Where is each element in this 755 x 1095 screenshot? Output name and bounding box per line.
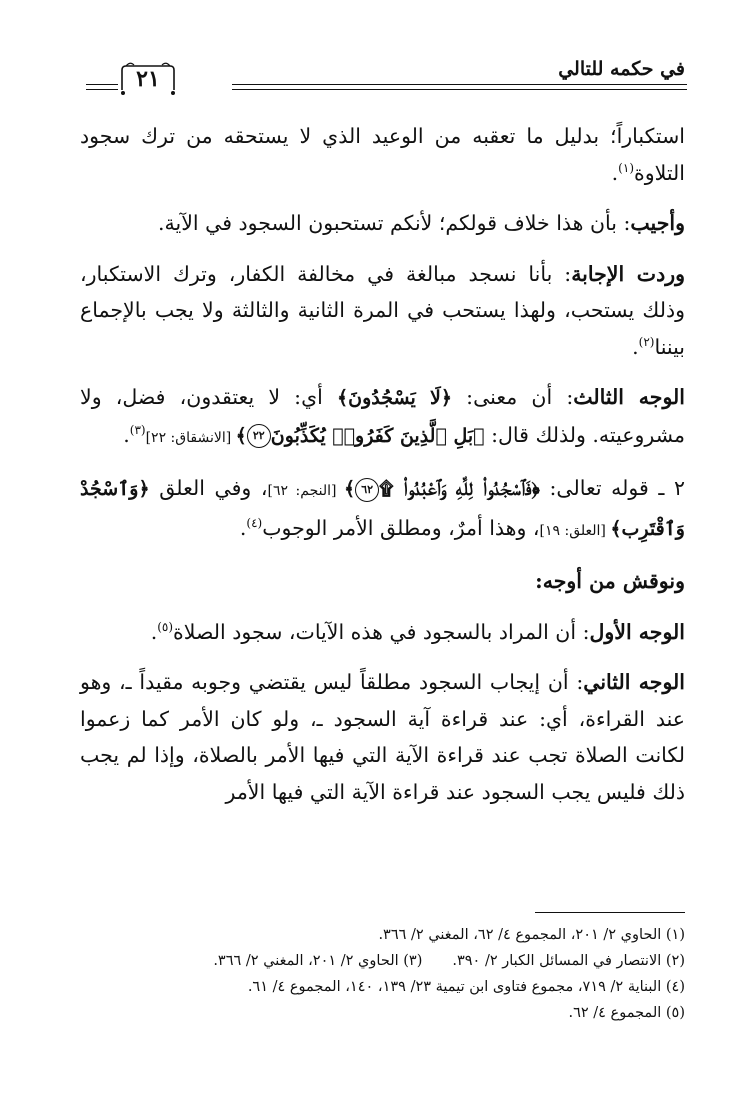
header-rule-bottom xyxy=(232,89,687,90)
paragraph-text: : بأنا نسجد مبالغة في مخالفة الكفار، وترك الاستكبار، وذلك يستحب، ولهذا يستحب في المرة الثانية والثالثة ولا يجب بالإجماع بيننا xyxy=(80,261,685,359)
footnote-line-fn3 xyxy=(80,974,685,1000)
footnote-text: (٤) البناية ٢/ ٧١٩، مجموع فتاوى ابن تيمية ٢٣/ ١٣٩، ١٤٠، المجموع ٤/ ٦١. xyxy=(247,979,685,995)
paragraph-text: أي: لا يعتقدون، فضل، ولا مشروعيته. ولذلك قال: xyxy=(80,385,685,447)
footnote-marker[interactable]: (٣) xyxy=(129,422,146,437)
quran-verse: ﴿لَا يَسْجُدُونَ﴾ xyxy=(337,387,452,409)
paragraph-text: ، وفي العلق xyxy=(149,476,268,500)
footnote-text: (٥) المجموع ٤/ ٦٢. xyxy=(568,1005,685,1021)
paragraph-p5 xyxy=(80,470,685,549)
footnote-marker[interactable]: (٢) xyxy=(638,334,655,349)
paragraph-text: . xyxy=(150,619,158,644)
footnote-text: (٢) الانتصار في المسائل الكبار ٢/ ٣٩٠. xyxy=(452,953,685,969)
main-text xyxy=(80,118,685,810)
paragraph-text: . xyxy=(239,515,247,540)
footnote-separator xyxy=(535,912,685,913)
quran-verse: ﴿بَلِ ٱلَّذِينَ كَفَرُوا۟ يُكَذِّبُونَ xyxy=(270,424,485,447)
paragraph-p6 xyxy=(80,563,685,600)
footnote-text: (٣) الحاوي ٢/ ٢٠١، المغني ٢/ ٣٦٦. xyxy=(213,953,423,969)
paragraph-text: : أن إيجاب السجود مطلقاً ليس يقتضي وجوبه مقيداً ـ، وهو عند القراءة، أي: عند قراءة آية السجود ـ، ولو كان الأمر كما زعموا لكانت الصلاة تجب عند قراءة الآية التي فيها الأمر بالصلاة، وإذا لم يجب ذلك فليس يجب السجود عند قراءة الآية التي فيها الأمر xyxy=(80,670,685,804)
term-label: وأجيب xyxy=(630,211,685,235)
paragraph-text: ٢ ـ قوله تعالى: xyxy=(539,476,685,500)
quran-verse: ﴿فَٱسْجُدُوا۟ لِلَّهِ وَٱعْبُدُوا۟ ۩ xyxy=(379,478,540,500)
footnote-marker[interactable]: (٤) xyxy=(246,515,263,530)
footnote-line-fn2 xyxy=(80,948,685,974)
paragraph-p3 xyxy=(80,256,685,366)
verse-reference: [الانشقاق: ٢٢] xyxy=(145,429,236,446)
footnote-text: (١) الحاوي ٢/ ٢٠١، المجموع ٤/ ٦٢، المغني ٢/ ٣٦٦. xyxy=(378,927,685,943)
header-left-rule-bottom xyxy=(86,89,118,90)
paragraph-text: . xyxy=(123,422,130,447)
quran-verse: ﴾ xyxy=(235,424,247,447)
verse-reference: [العلق: ١٩] xyxy=(539,522,611,539)
footnotes xyxy=(80,922,685,1026)
term-label: الوجه الأول xyxy=(589,619,685,644)
paragraph-text: : بأن هذا خلاف قولكم؛ لأنكم تستحبون السجود في الآية. xyxy=(158,211,631,235)
paragraph-text: استكباراً؛ بدليل ما تعقبه من الوعيد الذي لا يستحقه من ترك سجود التلاوة xyxy=(80,124,685,185)
term-label: وردت الإجابة xyxy=(571,261,685,286)
paragraph-text: : أن معنى: xyxy=(452,385,574,409)
footnote-marker[interactable]: (١) xyxy=(618,160,634,175)
header-rule-top xyxy=(232,84,687,85)
ayah-number-icon: ٢٢ xyxy=(247,424,271,448)
footnote-line-fn4 xyxy=(80,1000,685,1026)
footnote-marker[interactable]: (٥) xyxy=(157,619,174,634)
verse-reference: [النجم: ٦٢] xyxy=(267,483,344,499)
paragraph-text: ، وهذا أمرٌ، ومطلق الأمر الوجوب xyxy=(262,515,540,540)
page-number: ٢١ xyxy=(136,66,160,92)
page-number-frame xyxy=(118,60,178,100)
paragraph-text: : أن المراد بالسجود في هذه الآيات، سجود الصلاة xyxy=(173,619,590,644)
quran-verse: ﴾ xyxy=(344,478,356,500)
paragraph-p1 xyxy=(80,118,685,191)
section-heading: ونوقش من أوجه: xyxy=(535,569,685,593)
ayah-number-icon: ٦٢ xyxy=(355,478,379,502)
footnote-line-fn1 xyxy=(80,922,685,948)
paragraph-p8 xyxy=(80,664,685,810)
paragraph-p2 xyxy=(80,205,685,242)
paragraph-p7 xyxy=(80,614,685,651)
term-label: الوجه الثاني xyxy=(583,670,685,694)
paragraph-text: . xyxy=(632,334,639,359)
quran-verse: ﴿وَٱسْجُدْ وَٱقْتَرِب﴾ xyxy=(80,478,685,540)
running-header-title: في حكمه للتالي xyxy=(558,58,685,80)
header-left-rule-top xyxy=(86,84,118,85)
term-label: الوجه الثالث xyxy=(573,385,685,409)
paragraph-p4 xyxy=(80,379,685,456)
paragraph-text: . xyxy=(611,160,619,185)
